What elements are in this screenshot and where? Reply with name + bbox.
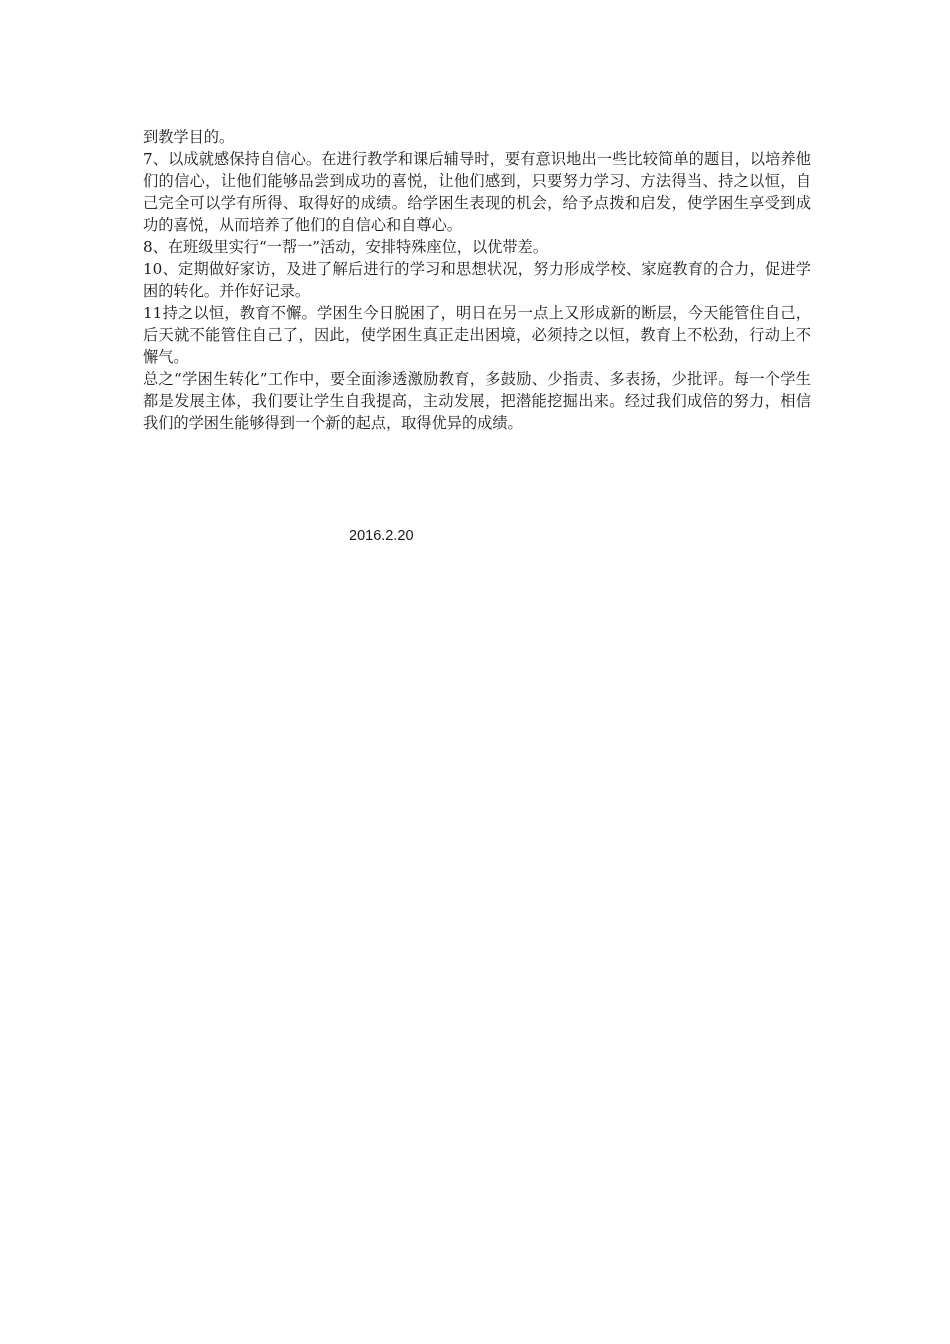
paragraph-item-10: 10、定期做好家访，及进了解后进行的学习和思想状况，努力形成学校、家庭教育的合力，促进学困的转化。并作好记录。 <box>143 260 811 300</box>
paragraph-summary: 总之“学困生转化”工作中，要全面渗透激励教育，多鼓励、少指责、多表扬，少批评。每一个学生都是发展主体，我们要让学生自我提高，主动发展，把潜能挖掘出来。经过我们成倍的努力，相信我们的学困生能够得到一个新的起点，取得优异的成绩。 <box>143 370 811 432</box>
paragraph-continuation: 到教学目的。 <box>143 128 235 146</box>
paragraph-item-8: 8、在班级里实行“一帮一”活动，安排特殊座位，以优带差。 <box>143 238 548 256</box>
paragraph-item-11: 11持之以恒，教育不懈。学困生今日脱困了，明日在另一点上又形成新的断层，今天能管住自己，后天就不能管住自己了，因此，使学困生真正走出困境，必须持之以恒，教育上不松劲，行动上不懈气。 <box>143 304 811 366</box>
document-body <box>143 126 811 434</box>
document-date: 2016.2.20 <box>349 528 414 544</box>
paragraph-item-7: 7、以成就感保持自信心。在进行教学和课后辅导时，要有意识地出一些比较简单的题目，以培养他们的信心，让他们能够品尝到成功的喜悦，让他们感到，只要努力学习、方法得当、持之以恒，自己完全可以学有所得、取得好的成绩。给学困生表现的机会，给予点拨和启发，使学困生享受到成功的喜悦，从而培养了他们的自信心和自尊心。 <box>143 150 811 234</box>
